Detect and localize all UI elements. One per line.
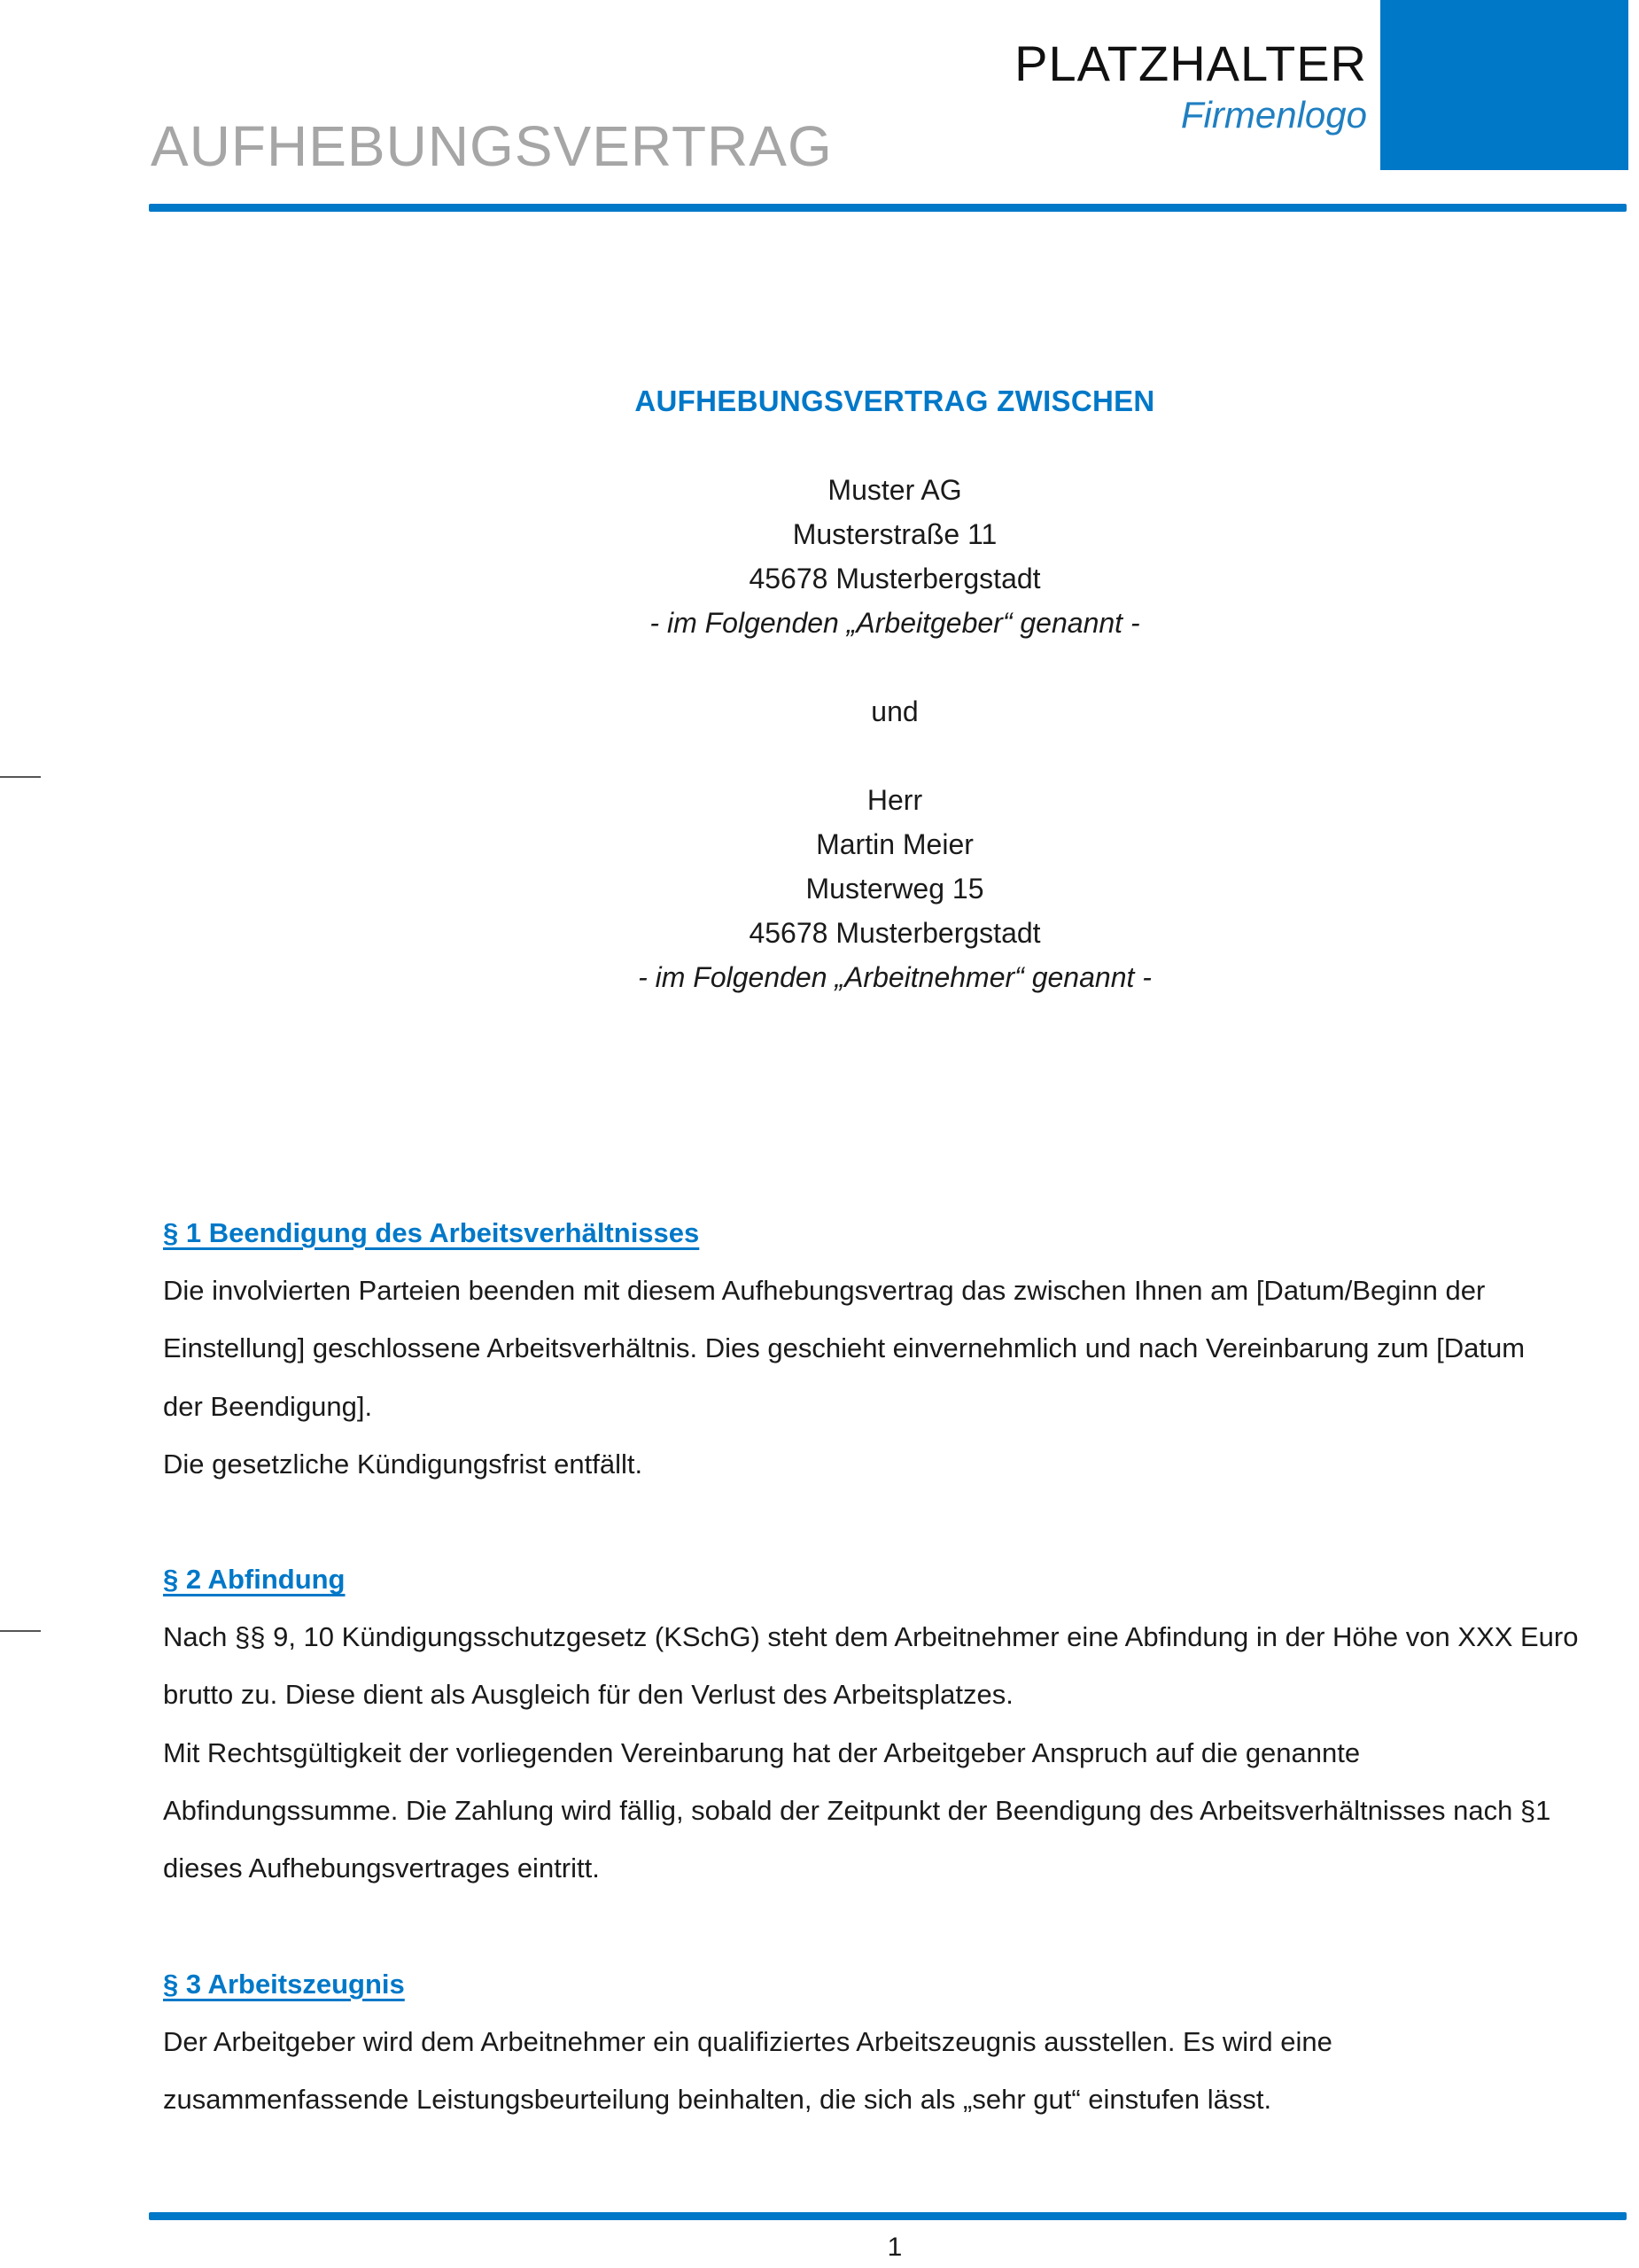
section-2-line: Mit Rechtsgültigkeit der vorliegenden Vereinbarung hat der Arbeitgeber Anspruch auf die genannte [163,1736,1361,1768]
logo-main-text: PLATZHALTER [1014,35,1367,91]
employer-designation: - im Folgenden „Arbeitgeber“ genannt - [649,607,1140,639]
footer-divider [149,2212,1627,2220]
section-1-line: Die gesetzliche Kündigungsfrist entfällt. [163,1448,643,1480]
section-1-line: Die involvierten Parteien beenden mit diesem Aufhebungsvertrag das zwischen Ihnen am [Datum/Beginn der [163,1275,1486,1306]
logo-color-block [1380,0,1628,170]
section-3-line: zusammenfassende Leistungsbeurteilung beinhalten, die sich als „sehr gut“ einstufen lässt. [163,2083,1272,2115]
section-2-line: dieses Aufhebungsvertrages eintritt. [163,1852,600,1884]
section-heading-1: § 1 Beendigung des Arbeitsverhältnisses [163,1217,700,1248]
page-number: 1 [887,2233,903,2262]
header-divider [149,204,1627,212]
employee-city: 45678 Musterbergstadt [749,917,1041,949]
section-heading-2: § 2 Abfindung [163,1564,346,1596]
contract-sections [163,1204,1634,2128]
punch-mark [0,1630,41,1632]
section-2-line: Nach §§ 9, 10 Kündigungsschutzgesetz (KSchG) steht dem Arbeitnehmer eine Abfindung in der Höhe von XXX Euro [163,1621,1579,1653]
company-logo-placeholder [1014,34,1367,136]
employer-name: Muster AG [827,474,962,506]
contract-parties [0,379,1639,999]
parties-heading: AUFHEBUNGSVERTRAG ZWISCHEN [634,384,1155,417]
employee-street: Musterweg 15 [805,873,984,905]
section-3-line: Der Arbeitgeber wird dem Arbeitnehmer ein qualifiziertes Arbeitszeugnis ausstellen. Es wird eine [163,2025,1332,2057]
logo-sub-text: Firmenlogo [1180,94,1367,136]
employer-street: Musterstraße 11 [792,518,998,550]
section-2-line: Abfindungssumme. Die Zahlung wird fällig, sobald der Zeitpunkt der Beendigung des Arbeitsverhältnisses nach §1 [163,1795,1551,1827]
section-1-line: der Beendigung]. [163,1390,373,1422]
employee-salutation: Herr [866,784,923,816]
employee-name: Martin Meier [816,828,974,860]
section-1-line: Einstellung] geschlossene Arbeitsverhältnis. Dies geschieht einvernehmlich und nach Vereinbarung zum [Datum [163,1332,1526,1364]
document-title: AUFHEBUNGSVERTRAG [151,114,833,178]
section-2-line: brutto zu. Diese dient als Ausgleich für den Verlust des Arbeitsplatzes. [163,1679,1014,1711]
parties-connector: und [871,695,919,727]
section-heading-3: § 3 Arbeitszeugnis [163,1968,405,2000]
employer-city: 45678 Musterbergstadt [749,563,1041,594]
employee-designation: - im Folgenden „Arbeitnehmer“ genannt - [638,961,1152,993]
